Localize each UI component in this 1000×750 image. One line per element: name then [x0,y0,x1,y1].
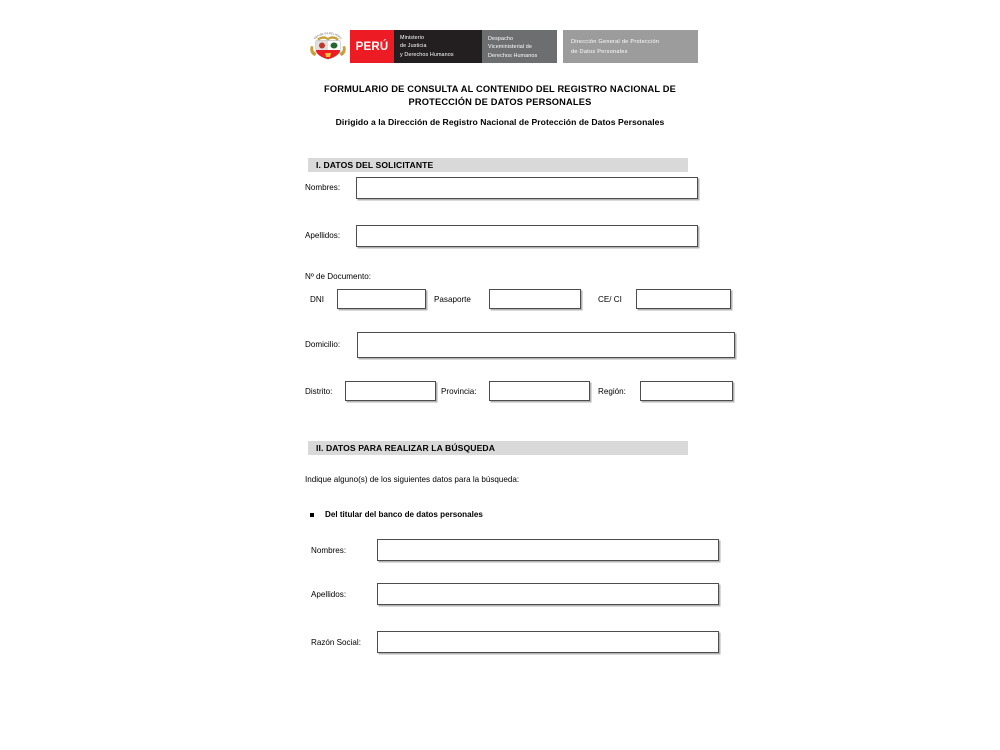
search-instruction-text: Indique alguno(s) de los siguientes datos para la búsqueda: [305,475,520,484]
svg-text:REPUBLICA DEL PERU: REPUBLICA DEL PERU [313,32,343,41]
square-bullet-icon [310,513,314,517]
bullet-item-titular: Del titular del banco de datos personales [325,510,483,519]
distrito-input[interactable] [345,381,436,401]
ministry-block [394,30,482,63]
provincia-input[interactable] [489,381,590,401]
peru-logo-block [350,30,394,63]
domicilio-input[interactable] [357,332,735,358]
ce-ci-input[interactable] [636,289,731,309]
despacho-line-1: Despacho [488,36,514,42]
section-one-heading: I. DATOS DEL SOLICITANTE [308,158,688,172]
razon-social-input[interactable] [377,631,719,653]
peru-logo-text: PERÚ [355,40,389,53]
apellidos-input-solicitante[interactable] [356,225,698,247]
apellidos-input-busqueda[interactable] [377,583,719,605]
despacho-line-3: Derechos Humanos [488,52,538,59]
nombres-input-busqueda[interactable] [377,539,719,561]
nombres-label-busqueda: Nombres: [311,546,347,555]
apellidos-label-solicitante: Apellidos: [305,231,341,240]
peru-coat-of-arms-icon [306,30,350,63]
razon-social-label: Razón Social: [311,638,361,647]
distrito-label: Distrito: [305,387,333,396]
despacho-block [482,30,557,63]
pasaporte-label: Pasaporte [434,295,471,304]
dni-input[interactable] [337,289,426,309]
region-input[interactable] [640,381,733,401]
nombres-input-solicitante[interactable] [356,177,698,199]
dni-label: DNI [310,295,324,304]
ministry-line-2: de Justicia [400,43,427,50]
document-subtitle: Dirigido a la Dirección de Registro Nacional de Protección de Datos Personales [335,117,665,127]
dgpdp-line-1: Dirección General de Protección [571,39,660,45]
apellidos-label-busqueda: Apellidos: [311,590,347,599]
numero-documento-label: Nº de Documento: [305,272,371,281]
section-two-heading: II. DATOS PARA REALIZAR LA BÚSQUEDA [308,441,688,455]
provincia-label: Provincia: [441,387,477,396]
ministry-line-3: y Derechos Humanos [400,51,454,58]
dgpdp-line-2: de Datos Personales [571,48,628,55]
ministry-line-1: Ministerio [400,35,425,41]
government-header-banner [306,30,698,63]
domicilio-label: Domicilio: [305,340,341,349]
despacho-line-2: Viceministerial de [488,44,532,51]
nombres-label-solicitante: Nombres: [305,183,341,192]
document-title: FORMULARIO DE CONSULTA AL CONTENIDO DEL REGISTRO NACIONAL DE PROTECCIÓN DE DATOS PERSONALES [324,84,676,108]
dgpdp-block [563,30,698,63]
ce-ci-label: CE/ CI [598,295,622,304]
pasaporte-input[interactable] [489,289,581,309]
region-label: Región: [598,387,626,396]
